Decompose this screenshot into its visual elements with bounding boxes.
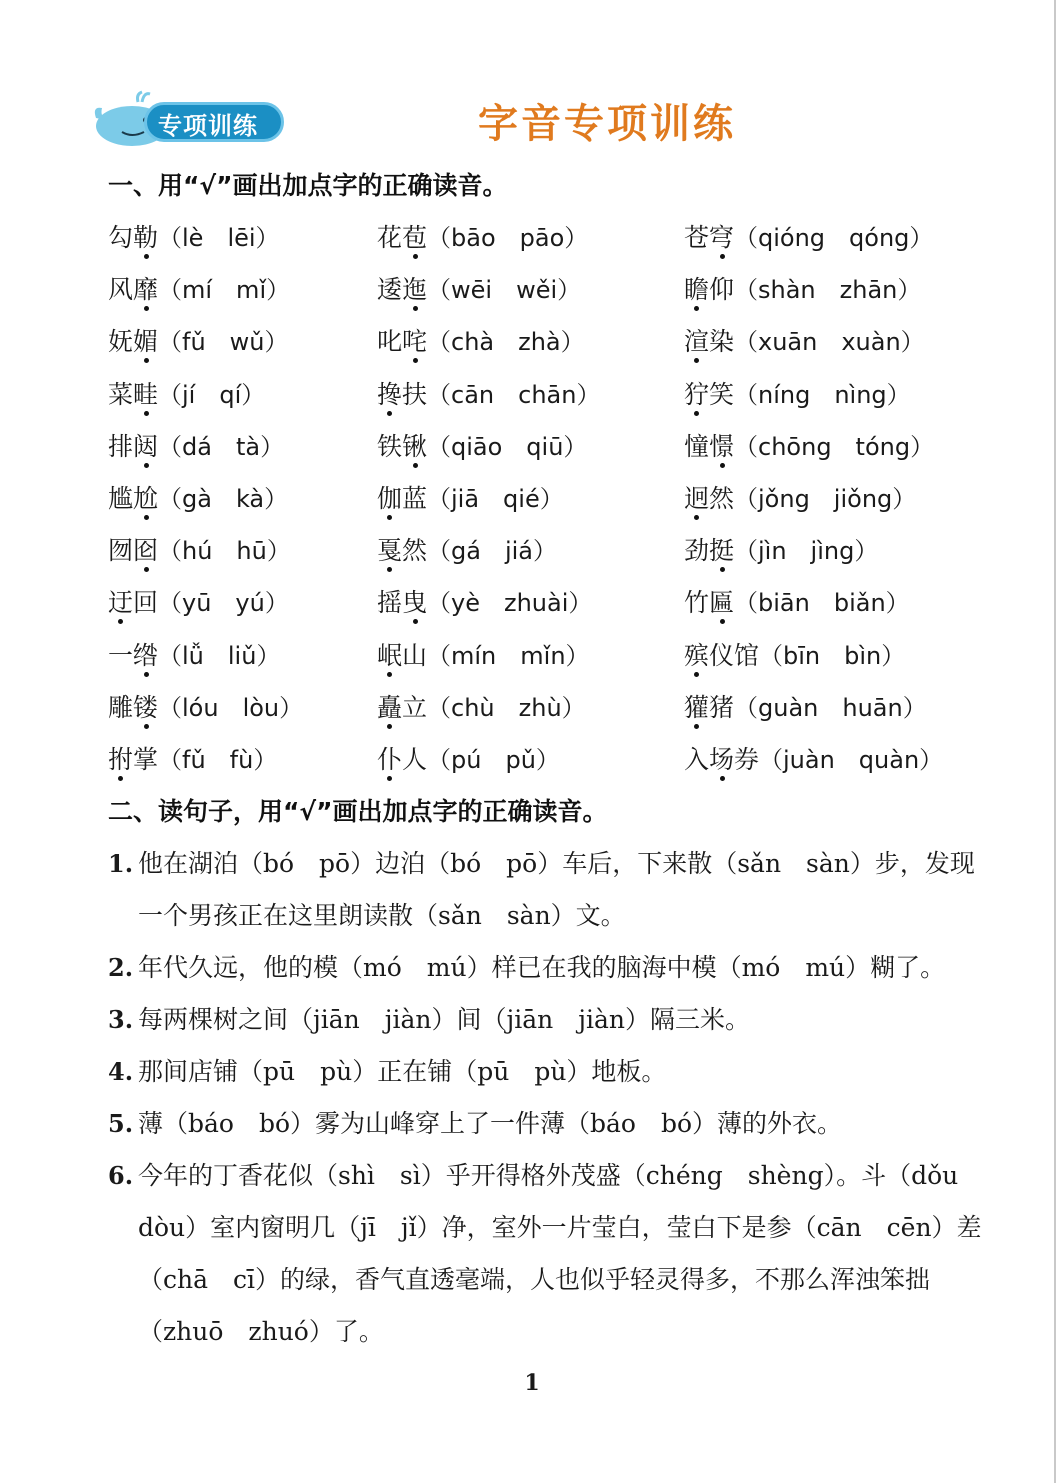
emphasis-dot [387,672,392,677]
pinyin-item-word: 勾勒 [108,223,159,252]
pinyin-item-word: 铁锹 [377,431,428,461]
sentence-line[interactable]: 年代久远，他的模（mó mú）样已在我的脑海中模（mó mú）糊了。 [138,953,946,982]
sentence-number: 2. [108,953,134,982]
sentence-line[interactable]: 他在湖泊（bó pō）边泊（bó pō）车后，下来散（sǎn sàn）步，发现 [138,849,975,878]
pinyin-item-options[interactable]: （dá tà） [158,432,285,461]
emphasis-dot [144,306,149,311]
emphasis-dot [694,724,699,729]
pinyin-item-word: 排闼 [108,431,159,461]
pinyin-item [684,218,933,254]
pinyin-item [377,322,585,358]
page-title: 字音专项训练 [478,101,736,147]
emphasis-dot [720,776,725,781]
page-number: 1 [524,1370,540,1396]
page-edge-line [1054,0,1056,1483]
pinyin-item-word: 搀扶 [377,379,428,409]
pinyin-item [108,427,284,463]
emphasis-dot [413,619,418,624]
section1-title: 一、用“√”画出加点字的正确读音。 [108,171,508,200]
pinyin-item-word: 拊掌 [108,745,159,774]
pinyin-item-options[interactable]: （fǔ fù） [158,746,278,774]
sentence-number: 3. [108,1005,134,1034]
emphasis-dot [694,411,699,416]
pinyin-item-options[interactable]: （lè lēi） [158,224,280,252]
sentence-number: 5. [108,1109,134,1138]
pinyin-item [108,740,277,776]
pinyin-item [684,583,910,619]
pinyin-item-word: 苍穹 [684,223,735,252]
pinyin-item-options[interactable]: （bāo pāo） [427,224,589,252]
sentence-line[interactable]: 那间店铺（pū pù）正在铺（pū pù）地板。 [138,1057,667,1086]
pinyin-item-options[interactable]: （gá jiá） [427,537,557,566]
pinyin-item-options[interactable]: （gà kà） [158,485,289,513]
pinyin-item [377,583,592,619]
sentence-line[interactable]: 今年的丁香花似（shì sì）乎开得格外茂盛（chéng shèng）。斗（dǒu [138,1161,959,1190]
sentence-number: 4. [108,1057,134,1086]
pinyin-item-options[interactable]: （jí qí） [158,380,266,409]
pinyin-item [108,531,291,567]
pinyin-item-word: 风靡 [108,275,159,305]
pinyin-item [377,375,600,411]
emphasis-dot [413,254,418,259]
pinyin-item [684,479,916,515]
pinyin-item [108,583,289,619]
pinyin-item-options[interactable]: （lǚ liǔ） [158,641,281,670]
emphasis-dot [694,358,699,363]
pinyin-item-word: 入场券 [684,745,760,774]
pinyin-item-word: 瞻仰 [684,275,735,305]
pinyin-item-word: 劲挺 [684,536,735,566]
sentence-number: 6. [108,1161,134,1190]
emphasis-dot [387,724,392,729]
emphasis-dot [413,358,418,363]
emphasis-dot [144,515,149,520]
pinyin-item-options[interactable]: （shàn zhān） [734,276,922,305]
section-badge [92,88,292,150]
pinyin-item-word: 竹匾 [684,588,735,618]
pinyin-item-options[interactable]: （qióng qóng） [734,224,934,252]
pinyin-item-word: 迥然 [684,484,735,513]
emphasis-dot [118,619,123,624]
sentence-line[interactable]: 薄（báo bó）雾为山峰穿上了一件薄（báo bó）薄的外衣。 [138,1109,843,1138]
emphasis-dot [720,567,725,572]
pinyin-item-word: 岷山 [377,640,428,670]
emphasis-dot [387,776,392,781]
pinyin-item-options[interactable]: （cān chān） [427,380,601,409]
pinyin-item-word: 仆人 [377,745,428,774]
pinyin-item-word: 妩媚 [108,327,159,357]
emphasis-dot [694,672,699,677]
sentence-line[interactable]: 每两棵树之间（jiān jiàn）间（jiān jiàn）隔三米。 [138,1005,751,1034]
pinyin-item-options[interactable]: （qiāo qiū） [427,432,588,461]
sentence-line[interactable]: dòu）室内窗明几（jī jǐ）净，室外一片莹白，莹白下是参（cān cēn）差 [138,1213,982,1242]
pinyin-item [684,270,921,306]
pinyin-item [377,479,564,515]
emphasis-dot [720,463,725,468]
pinyin-item [108,218,280,254]
pinyin-item [684,688,927,724]
pinyin-item [108,636,280,672]
pinyin-item [108,375,265,411]
emphasis-dot [144,724,149,729]
pinyin-item-word: 伽蓝 [377,484,428,513]
pinyin-item-word: 摇曳 [377,588,428,618]
pinyin-item [108,270,290,306]
pinyin-item-options[interactable]: （jiā qié） [427,485,564,513]
emphasis-dot [694,515,699,520]
emphasis-dot [387,567,392,572]
pinyin-item [377,270,581,306]
pinyin-item [377,740,560,776]
emphasis-dot [413,306,418,311]
pinyin-item [377,531,557,567]
emphasis-dot [413,463,418,468]
pinyin-item [684,531,878,567]
pinyin-item-options[interactable]: （jǒng jiǒng） [734,485,917,513]
pinyin-item-word: 逶迤 [377,275,428,305]
pinyin-item-options[interactable]: （guàn huān） [734,693,927,722]
pinyin-item-options[interactable]: （biān biǎn） [734,589,910,618]
sentence-line[interactable]: 一个男孩正在这里朗读散（sǎn sàn）文。 [138,901,626,930]
pinyin-item-options[interactable]: （mín mǐn） [427,641,590,670]
pinyin-item-word: 尴尬 [108,484,159,513]
badge-label: 专项训练 [158,112,258,140]
pinyin-item-options[interactable]: （xuān xuàn） [734,328,925,357]
sentence-line[interactable]: （chā cī）的绿，香气直透毫端，人也似乎轻灵得多，不那么浑浊笨拙 [138,1265,931,1294]
pinyin-item-options[interactable]: （chōng tóng） [734,432,935,461]
emphasis-dot [144,254,149,259]
emphasis-dot [720,619,725,624]
sentence-number: 1. [108,849,134,878]
pinyin-item [377,218,588,254]
pinyin-item-word: 叱咤 [377,327,428,357]
pinyin-item-word: 殡仪馆 [684,640,760,670]
pinyin-item-word: 渲染 [684,327,735,357]
pinyin-item [377,688,586,724]
pinyin-item-word: 囫囵 [108,536,159,566]
emphasis-dot [144,463,149,468]
pinyin-item-options[interactable]: （bīn bìn） [759,641,906,670]
pinyin-item-options[interactable]: （juàn quàn） [759,746,944,774]
pinyin-item-word: 雕镂 [108,692,159,722]
emphasis-dot [694,306,699,311]
pinyin-item-options[interactable]: （yū yú） [158,589,289,618]
pinyin-item-word: 狞笑 [684,379,735,409]
pinyin-item-word: 迂回 [108,588,159,618]
pinyin-item [684,322,925,358]
pinyin-item-word: 菜畦 [108,379,159,409]
pinyin-item-options[interactable]: （lóu lòu） [158,693,304,722]
section2-title: 二、读句子，用“√”画出加点字的正确读音。 [108,797,608,826]
pinyin-item-word: 獾猪 [684,692,735,722]
pinyin-item-word: 戛然 [377,536,428,566]
pinyin-item-word: 憧憬 [684,431,735,461]
pinyin-item-options[interactable]: （jìn jìng） [734,537,879,566]
pinyin-item-options[interactable]: （fǔ wǔ） [158,328,289,357]
pinyin-item [684,427,934,463]
pinyin-item-options[interactable]: （chà zhà） [427,328,585,357]
pinyin-item [108,688,303,724]
pinyin-item [108,479,288,515]
emphasis-dot [144,411,149,416]
pinyin-item-word: 矗立 [377,692,428,722]
pinyin-item [684,740,943,776]
sentence-line[interactable]: （zhuō zhuó）了。 [138,1317,384,1346]
pinyin-item-options[interactable]: （níng nìng） [734,380,911,409]
emphasis-dot [144,672,149,677]
pinyin-item [377,636,590,672]
pinyin-item-options[interactable]: （chù zhù） [427,693,586,722]
emphasis-dot [118,776,123,781]
pinyin-item-word: 花苞 [377,223,428,252]
pinyin-item-options[interactable]: （pú pǔ） [427,746,560,774]
emphasis-dot [144,567,149,572]
emphasis-dot [144,358,149,363]
emphasis-dot [720,254,725,259]
pinyin-item [377,427,587,463]
pinyin-item [684,636,905,672]
pinyin-item-options[interactable]: （yè zhuài） [427,589,593,618]
pinyin-item-options[interactable]: （mí mǐ） [158,276,291,305]
emphasis-dot [387,411,392,416]
pinyin-item-word: 一绺 [108,640,159,670]
pinyin-item [108,322,289,358]
pinyin-item-options[interactable]: （hú hū） [158,537,291,566]
pinyin-item-options[interactable]: （wēi wěi） [427,276,582,305]
emphasis-dot [387,515,392,520]
pinyin-item [684,375,911,411]
